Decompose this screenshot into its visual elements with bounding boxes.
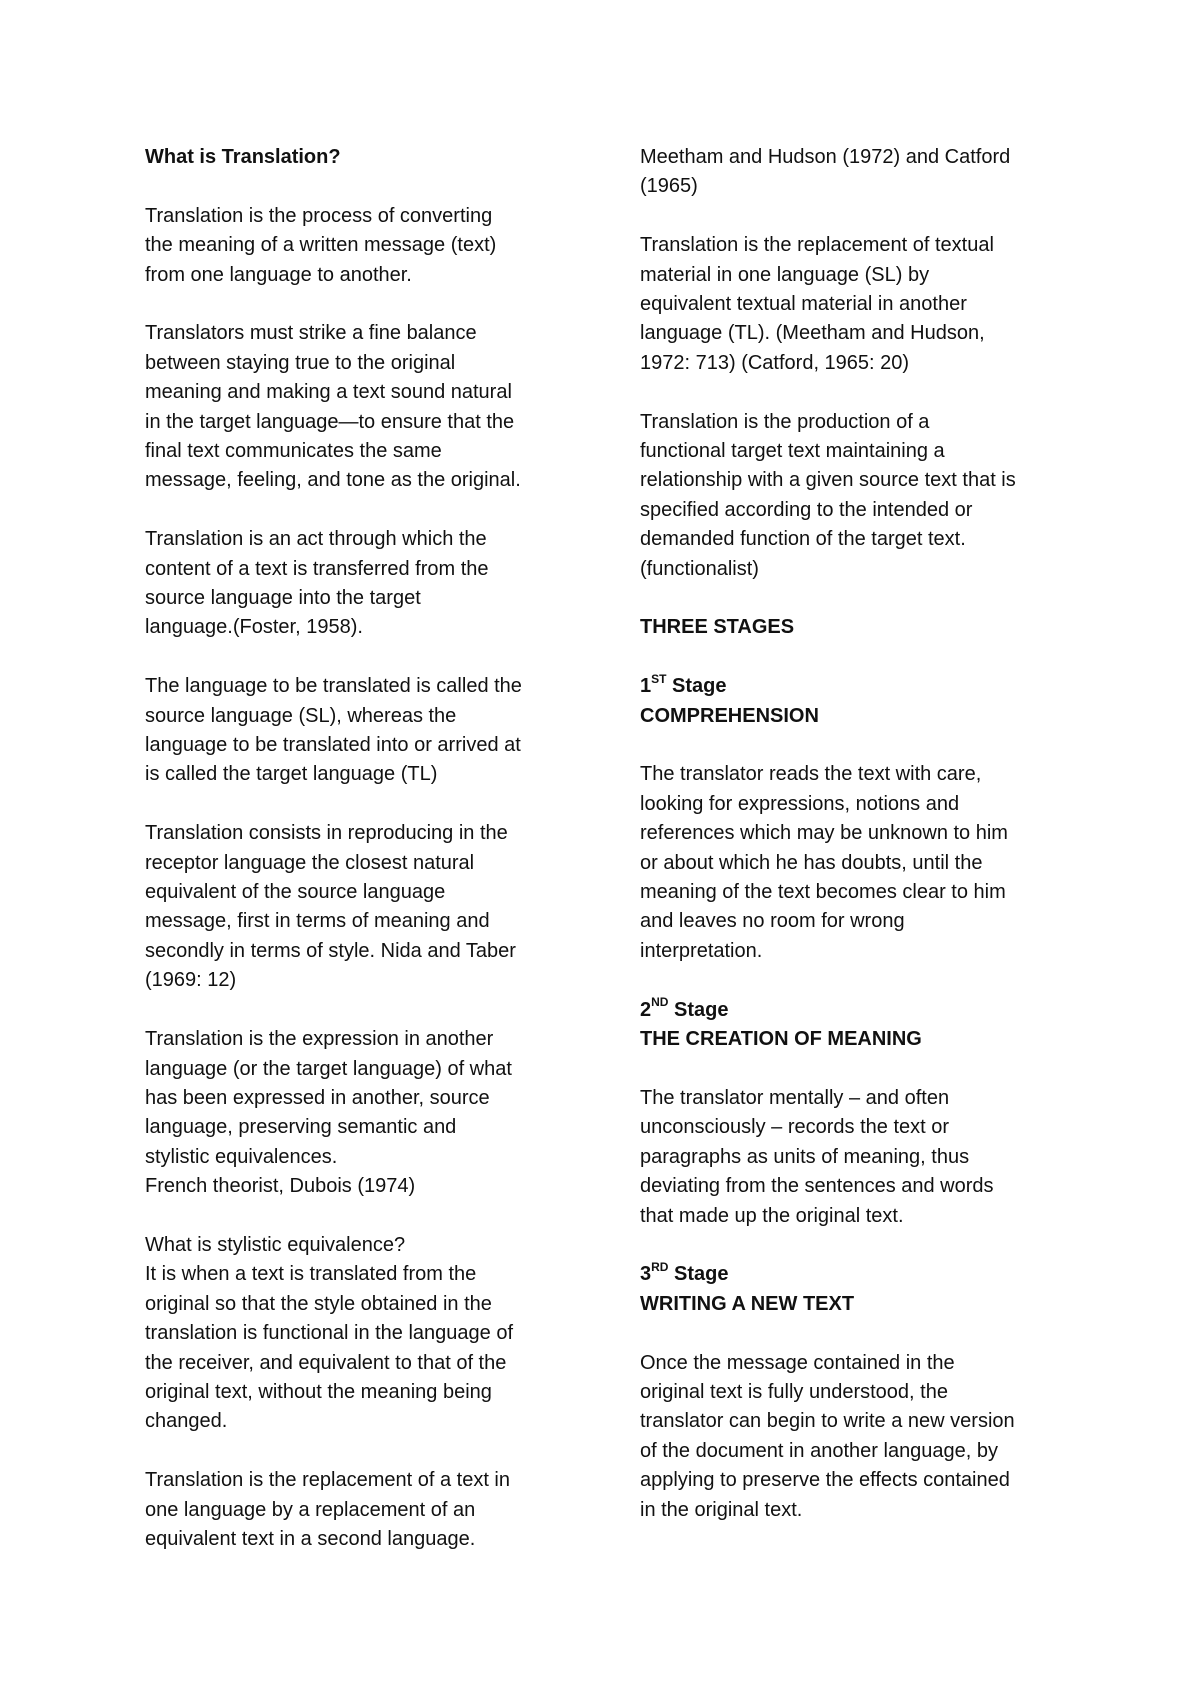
stage-label (640, 996, 1080, 1025)
stage-number: 2 (640, 998, 652, 1021)
text-line: is called the target language (TL) (145, 763, 438, 786)
text-line: translation is functional in the language of (145, 1322, 514, 1345)
paragraph-source-target (145, 672, 585, 790)
text-line: Translation is an act through which the (145, 528, 487, 551)
stage-3-heading (640, 1260, 1080, 1319)
text-line: equivalent textual material in another (640, 293, 967, 316)
text-line: content of a text is transferred from the (145, 557, 489, 580)
text-line: Translation is the production of a (640, 410, 930, 433)
paragraph-functionalist (640, 408, 1080, 584)
text-line: that made up the original text. (640, 1204, 904, 1227)
text-line: secondly in terms of style. Nida and Taber (145, 939, 516, 962)
text-line: or about which he has doubts, until the (640, 851, 983, 874)
stage-1-heading (640, 672, 1080, 731)
text-line: source language into the target (145, 587, 421, 610)
right-column (640, 143, 1080, 1554)
text-line: has been expressed in another, source (145, 1086, 490, 1109)
text-line: paragraphs as units of meaning, thus (640, 1145, 970, 1168)
stage-title: COMPREHENSION (640, 704, 819, 727)
paragraph-definition (145, 202, 585, 290)
left-column (145, 143, 585, 1584)
text-line: language (TL). (Meetham and Hudson, (640, 322, 985, 345)
text-line: language (or the target language) of what (145, 1057, 512, 1080)
text-line: (functionalist) (640, 557, 759, 580)
text-line: original so that the style obtained in the (145, 1292, 492, 1315)
text-line: looking for expressions, notions and (640, 792, 960, 815)
text-line: in the target language—to ensure that the (145, 410, 515, 433)
text-line: The translator mentally – and often (640, 1086, 950, 1109)
text-line: changed. (145, 1410, 228, 1433)
stage-ordinal: ND (651, 995, 669, 1010)
text-line: specified according to the intended or (640, 498, 973, 521)
text-line: and leaves no room for wrong (640, 910, 905, 933)
stage-3-text (640, 1349, 1080, 1525)
stage-word: Stage (666, 675, 727, 698)
text-line: Translation is the replacement of a text in (145, 1469, 510, 1492)
stage-number: 1 (640, 675, 652, 698)
text-line: from one language to another. (145, 263, 412, 286)
paragraph-catford (640, 231, 1080, 378)
text-line: equivalent text in a second language. (145, 1527, 476, 1550)
stage-label (640, 672, 1080, 701)
text-line: The translator reads the text with care, (640, 763, 982, 786)
stage-ordinal: ST (651, 671, 667, 686)
text-line: the receiver, and equivalent to that of the (145, 1351, 507, 1374)
text-line: translator can begin to write a new version (640, 1410, 1015, 1433)
text-line: Translation consists in reproducing in the (145, 822, 508, 845)
text-line: message, first in terms of meaning and (145, 910, 490, 933)
text-line: language to be translated into or arrived at (145, 734, 521, 757)
paragraph-foster (145, 525, 585, 643)
stage-word: Stage (668, 1263, 729, 1286)
text-line: original text, without the meaning being (145, 1380, 492, 1403)
section-heading: THREE STAGES (640, 616, 795, 639)
text-line: Translators must strike a fine balance (145, 322, 477, 345)
text-line: Translation is the process of converting (145, 204, 493, 227)
text-line: original text is fully understood, the (640, 1380, 948, 1403)
text-line: language.(Foster, 1958). (145, 616, 363, 639)
text-line: Translation is the replacement of textual (640, 234, 994, 257)
text-line: language, preserving semantic and (145, 1116, 457, 1139)
text-line: Translation is the expression in another (145, 1028, 494, 1051)
text-line: What is stylistic equivalence? (145, 1233, 406, 1256)
page-heading (145, 143, 585, 172)
text-line: message, feeling, and tone as the original. (145, 469, 521, 492)
stage-label (640, 1260, 1080, 1289)
paragraph-stylistic-equivalence (145, 1231, 585, 1437)
text-line: receptor language the closest natural (145, 851, 475, 874)
text-line: It is when a text is translated from the (145, 1263, 477, 1286)
text-line: (1969: 12) (145, 969, 237, 992)
text-line: source language (SL), whereas the (145, 704, 457, 727)
stage-ordinal: RD (651, 1259, 669, 1274)
text-line: French theorist, Dubois (1974) (145, 1175, 416, 1198)
stage-word: Stage (668, 998, 729, 1021)
stage-2-text (640, 1084, 1080, 1231)
text-line: interpretation. (640, 939, 763, 962)
heading-text: What is Translation? (145, 146, 341, 168)
text-line: references which may be unknown to him (640, 822, 1008, 845)
text-line: The language to be translated is called the (145, 675, 522, 698)
text-line: applying to preserve the effects contained (640, 1469, 1010, 1492)
stage-title: WRITING A NEW TEXT (640, 1292, 855, 1315)
text-line: of the document in another language, by (640, 1439, 999, 1462)
text-line: the meaning of a written message (text) (145, 234, 497, 257)
text-line: 1972: 713) (Catford, 1965: 20) (640, 351, 910, 374)
text-line: one language by a replacement of an (145, 1498, 476, 1521)
text-line: unconsciously – records the text or (640, 1116, 950, 1139)
text-line: demanded function of the target text. (640, 528, 966, 551)
section-heading-three-stages (640, 613, 1080, 642)
text-line: between staying true to the original (145, 351, 456, 374)
stage-1-text (640, 760, 1080, 966)
text-line: relationship with a given source text that is (640, 469, 1016, 492)
text-line: deviating from the sentences and words (640, 1175, 994, 1198)
text-line: equivalent of the source language (145, 881, 446, 904)
text-line: functional target text maintaining a (640, 440, 945, 463)
paragraph-dubois (145, 1025, 585, 1201)
text-line: final text communicates the same (145, 440, 442, 463)
text-line: meaning of the text becomes clear to him (640, 881, 1006, 904)
text-line: (1965) (640, 175, 698, 198)
paragraph-citation (640, 143, 1080, 202)
stage-2-heading (640, 996, 1080, 1055)
text-line: material in one language (SL) by (640, 263, 930, 286)
text-line: Meetham and Hudson (1972) and Catford (640, 146, 1011, 168)
paragraph-translators (145, 319, 585, 495)
stage-number: 3 (640, 1263, 652, 1286)
stage-title: THE CREATION OF MEANING (640, 1028, 922, 1051)
paragraph-nida-taber (145, 819, 585, 995)
text-line: in the original text. (640, 1498, 803, 1521)
text-line: Once the message contained in the (640, 1351, 955, 1374)
text-line: stylistic equivalences. (145, 1145, 338, 1168)
paragraph-replacement (145, 1466, 585, 1554)
text-line: meaning and making a text sound natural (145, 381, 512, 404)
